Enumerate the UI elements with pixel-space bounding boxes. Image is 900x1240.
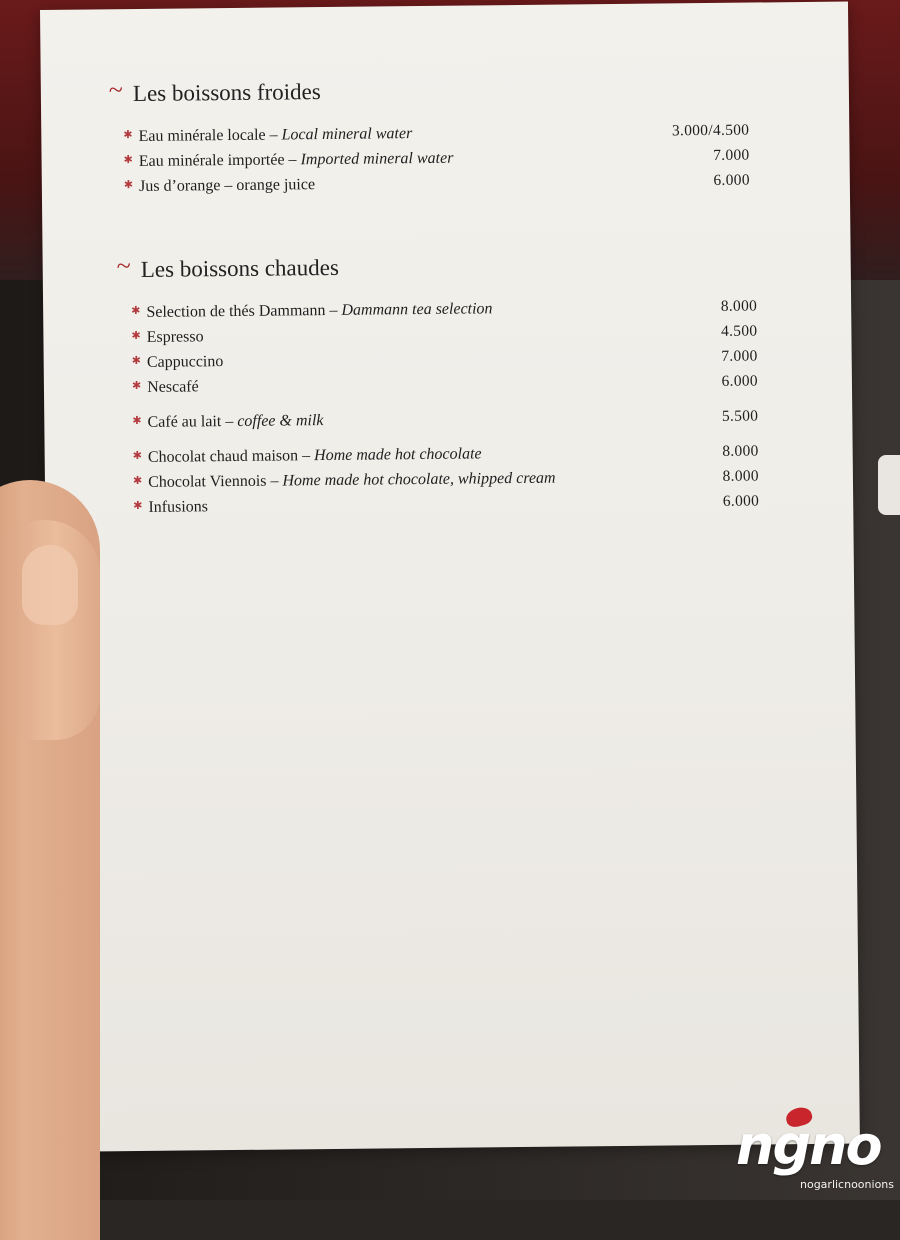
menu-item — [132, 370, 758, 402]
asterisk-bullet-icon: ✱ — [132, 415, 141, 427]
watermark-logo — [736, 1108, 896, 1198]
item-name-fr: Chocolat Viennois – — [148, 473, 278, 491]
asterisk-bullet-icon: ✱ — [131, 305, 140, 317]
item-price: 6.000 — [658, 370, 758, 395]
asterisk-bullet-icon: ✱ — [124, 154, 133, 166]
thumbnail — [22, 545, 78, 625]
section-title-row — [109, 75, 749, 108]
asterisk-bullet-icon: ✱ — [132, 380, 141, 392]
item-price: 6.000 — [650, 169, 750, 194]
item-name-fr: Espresso — [147, 328, 204, 346]
item-price: 7.000 — [658, 345, 758, 370]
menu-item — [132, 405, 758, 437]
cup — [878, 455, 900, 515]
item-price: 8.000 — [657, 295, 757, 320]
item-price: 6.000 — [659, 489, 759, 514]
menu-card — [40, 2, 860, 1152]
section-title: Les boissons froides — [133, 79, 321, 107]
tilde-flourish-icon: ~ — [117, 253, 131, 279]
menu-item — [124, 169, 750, 201]
item-price: 3.000/4.500 — [649, 119, 749, 144]
item-name-en: Home made hot chocolate — [314, 445, 482, 464]
section-title: Les boissons chaudes — [141, 255, 339, 283]
asterisk-bullet-icon: ✱ — [123, 129, 132, 141]
asterisk-bullet-icon: ✱ — [131, 330, 140, 342]
item-price: 8.000 — [659, 464, 759, 489]
watermark-site: nogarlicnoonions — [800, 1178, 894, 1191]
item-name-en: Local mineral water — [281, 125, 412, 143]
item-price: 5.500 — [658, 405, 758, 430]
asterisk-bullet-icon: ✱ — [132, 355, 141, 367]
item-name-fr: Infusions — [148, 498, 208, 516]
item-price: 7.000 — [649, 144, 749, 169]
item-price: 8.000 — [659, 439, 759, 464]
item-name-en: coffee & milk — [237, 412, 323, 430]
item-list — [123, 119, 750, 201]
item-name-en: Home made hot chocolate, whipped cream — [282, 470, 555, 490]
section-title-row — [117, 251, 757, 284]
tilde-flourish-icon: ~ — [109, 77, 123, 103]
asterisk-bullet-icon: ✱ — [133, 500, 142, 512]
item-name-fr: Eau minérale locale – — [138, 127, 277, 145]
item-name-en: Imported mineral water — [300, 150, 453, 169]
section-hot-drinks — [117, 251, 760, 522]
item-name-fr: Jus d’orange – orange juice — [139, 176, 315, 195]
item-name-fr: Chocolat chaud maison – — [148, 447, 310, 466]
asterisk-bullet-icon: ✱ — [133, 450, 142, 462]
asterisk-bullet-icon: ✱ — [124, 179, 133, 191]
item-price: 4.500 — [657, 320, 757, 345]
item-name-fr: Cappuccino — [147, 353, 224, 371]
section-cold-drinks — [109, 75, 750, 201]
item-name-en: Dammann tea selection — [341, 300, 492, 319]
item-name-fr: Selection de thés Dammann – — [146, 302, 337, 321]
item-list — [131, 295, 759, 522]
item-name-fr: Café au lait – — [147, 413, 233, 431]
item-name-fr: Nescafé — [147, 378, 199, 396]
item-name-fr: Eau minérale importée – — [139, 151, 297, 170]
watermark-brand: ngno — [736, 1114, 881, 1177]
asterisk-bullet-icon: ✱ — [133, 475, 142, 487]
